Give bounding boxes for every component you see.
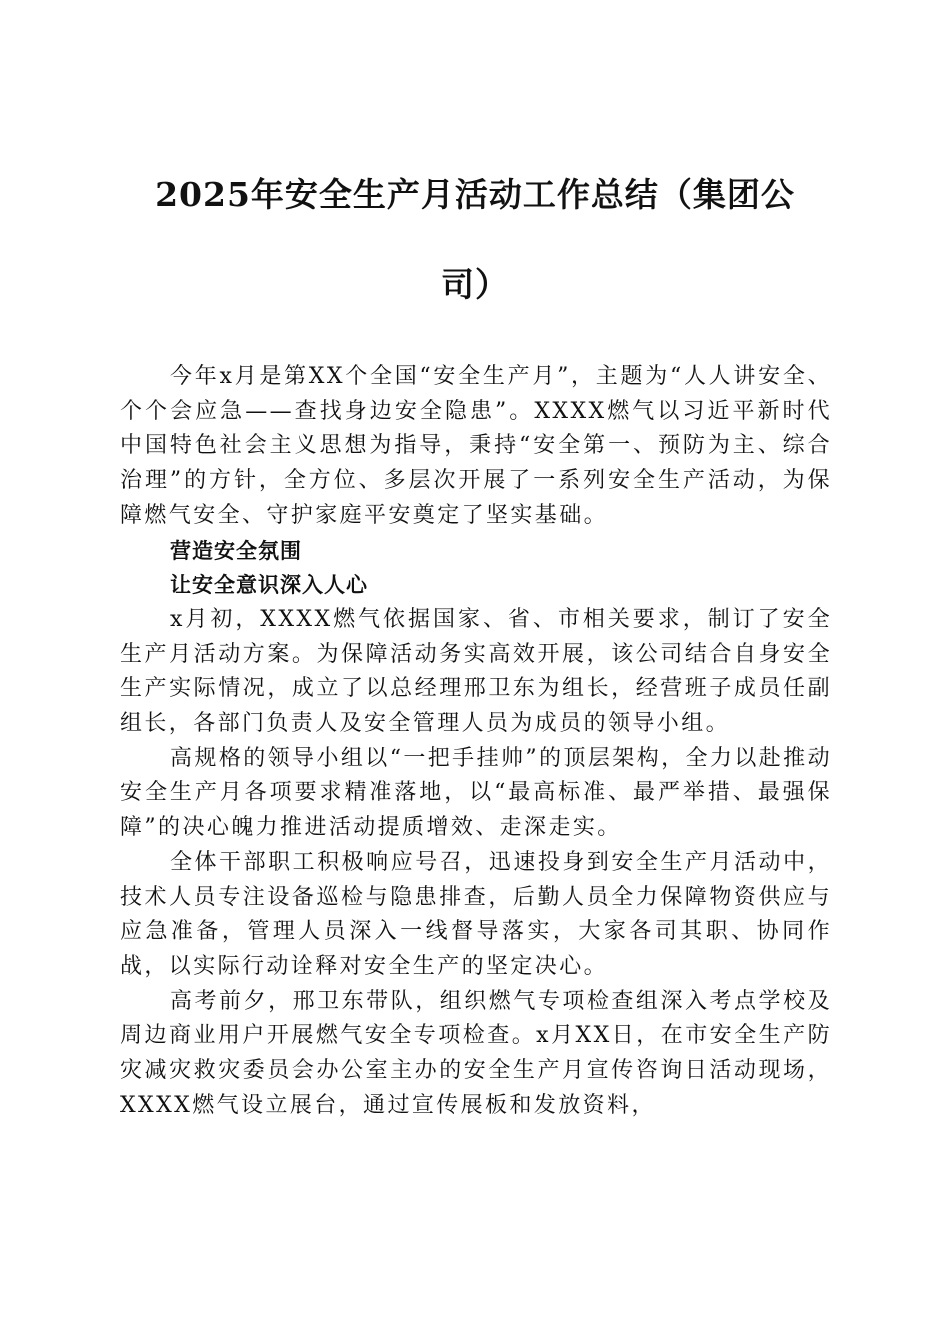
- body-paragraph: 高规格的领导小组以“一把手挂帅”的顶层架构，全力以赴推动安全生产月各项要求精准落地，以“最高标准、最严举措、最强保障”的决心魄力推进活动提质增效、走深走实。: [120, 745, 832, 841]
- document-title: [120, 170, 830, 310]
- document-body: [120, 360, 832, 1123]
- title-line-1: 2025年安全生产月活动工作总结（集团公: [155, 175, 795, 214]
- title-line-2: 司）: [441, 265, 509, 304]
- body-paragraph: x月初，XXXX燃气依据国家、省、市相关要求，制订了安全生产月活动方案。为保障活动务实高效开展，该公司结合自身安全生产实际情况，成立了以总经理邢卫东为组长，经营班子成员任副组长，各部门负责人及安全管理人员为成员的领导小组。: [120, 606, 832, 737]
- body-paragraph: 高考前夕，邢卫东带队，组织燃气专项检查组深入考点学校及周边商业用户开展燃气安全专项检查。x月XX日，在市安全生产防灾减灾救灾委员会办公室主办的安全生产月宣传咨询日活动现场，XXXX燃气设立展台，通过宣传展板和发放资料，: [120, 988, 832, 1118]
- intro-paragraph: 今年x月是第XX个全国“安全生产月”，主题为“人人讲安全、个个会应急——查找身边安全隐患”。XXXX燃气以习近平新时代中国特色社会主义思想为指导，秉持“安全第一、预防为主、综合治理”的方针，全方位、多层次开展了一系列安全生产活动，为保障燃气安全、守护家庭平安奠定了坚实基础。: [120, 364, 832, 528]
- section-heading-1: 营造安全氛围: [170, 538, 302, 563]
- section-subheading-1: 让安全意识深入人心: [170, 573, 368, 598]
- body-paragraph: 全体干部职工积极响应号召，迅速投身到安全生产月活动中，技术人员专注设备巡检与隐患排查，后勤人员全力保障物资供应与应急准备，管理人员深入一线督导落实，大家各司其职、协同作战，以实际行动诠释对安全生产的坚定决心。: [120, 849, 832, 979]
